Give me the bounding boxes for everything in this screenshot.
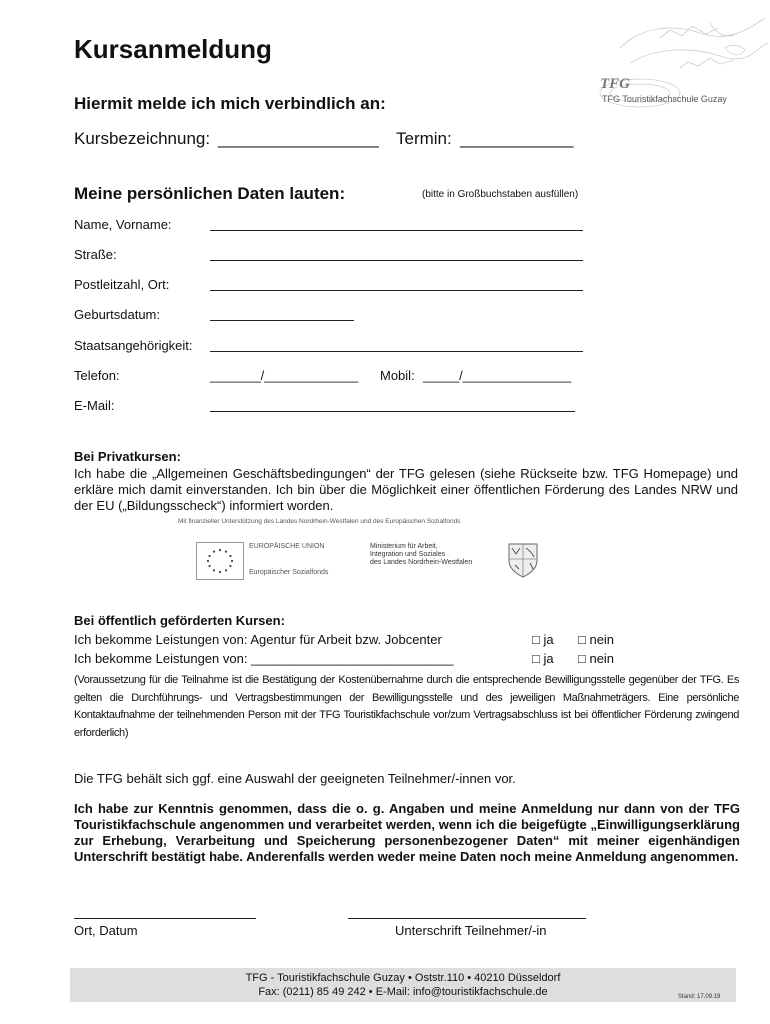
nationality-label: Staatsangehörigkeit: (74, 338, 193, 353)
row2-no-checkbox[interactable]: □ nein (578, 651, 615, 666)
email-label: E-Mail: (74, 398, 115, 413)
row2-yes-checkbox[interactable]: □ ja (532, 651, 554, 666)
private-text: Ich habe die „Allgemeinen Geschäftsbedingungen“ der TFG gelesen (siehe Rückseite bzw. TFG Homepage) und erkläre mich damit einverstanden. Ich bin über die Möglichkeit einer öffentlichen Förderung des Landes NRW und der EU („Bildungsscheck“) informiert worden. (74, 466, 738, 513)
row1-yes-checkbox[interactable]: □ ja (532, 632, 554, 647)
personal-note: (bitte in Großbuchstaben ausfüllen) (422, 189, 579, 200)
page-title: Kursanmeldung (74, 34, 272, 64)
footer-address: TFG - Touristikfachschule Guzay • Oststr.110 • 40210 Düsseldorf (245, 972, 561, 984)
birthdate-field[interactable] (210, 320, 354, 321)
eu-line1: EUROPÄISCHE UNION (249, 543, 325, 550)
street-label: Straße: (74, 247, 117, 262)
course-name-label: Kursbezeichnung: (74, 129, 211, 148)
public-row1-text: Ich bekomme Leistungen von: Agentur für Arbeit bzw. Jobcenter (74, 632, 442, 647)
nrw-coat-of-arms-icon (506, 541, 540, 584)
birthdate-label: Geburtsdatum: (74, 307, 160, 322)
zip-city-label: Postleitzahl, Ort: (74, 277, 170, 292)
course-date-field[interactable]: ____________ (460, 129, 574, 148)
street-field[interactable] (210, 260, 583, 261)
public-note: (Voraussetzung für die Teilnahme ist die Bestätigung der Kostenübernahme durch die entsprechende Bewilligungsstelle gegenüber der TFG. Es gelten die Durchführungs- und Vertragsbestimmungen der Bewilligungsstelle und des jeweiligen Maßnahmeträgers. Eine persönliche Kontaktaufnahme der teilnehmenden Person mit der TFG Touristikfachschule vor/zum Vertragsabschluss ist bei öffentlicher Förderung zwingend erforderlich) (74, 674, 739, 739)
eu-line2: Europäischer Sozialfonds (249, 569, 329, 576)
course-name-field[interactable]: _________________ (218, 129, 379, 148)
personal-heading: Meine persönlichen Daten lauten: (74, 184, 346, 203)
mobile-label: Mobil: (380, 368, 415, 383)
row1-no-checkbox[interactable]: □ nein (578, 632, 615, 647)
private-heading: Bei Privatkursen: (74, 449, 181, 464)
eu-flag (196, 542, 244, 580)
subtitle: Hiermit melde ich mich verbindlich an: (74, 94, 386, 113)
public-row2-text[interactable]: Ich bekomme Leistungen von: ____________________________ (74, 651, 454, 666)
phone-field[interactable]: _______/_____________ (210, 368, 359, 383)
logo-subtext: TFG Touristikfachschule Guzay (602, 94, 727, 104)
place-date-line[interactable] (74, 918, 256, 919)
ministry-line1: Ministerium für Arbeit, (370, 543, 438, 550)
email-field[interactable] (210, 411, 575, 412)
name-label: Name, Vorname: (74, 217, 172, 232)
eu-stars-icon (197, 543, 243, 579)
name-field[interactable] (210, 230, 583, 231)
ministry-line3: des Landes Nordrhein-Westfalen (370, 559, 473, 566)
mobile-field[interactable]: _____/_______________ (423, 368, 572, 383)
logo-text: TFG (600, 76, 630, 92)
place-date-label: Ort, Datum (74, 923, 138, 938)
course-date-label: Termin: (396, 129, 452, 148)
zip-city-field[interactable] (210, 290, 583, 291)
selection-text: Die TFG behält sich ggf. eine Auswahl der geeigneten Teilnehmer/-innen vor. (74, 771, 516, 786)
ministry-line2: Integration und Soziales (370, 551, 446, 558)
signature-label: Unterschrift Teilnehmer/-in (395, 923, 547, 938)
footer-contact: Fax: (0211) 85 49 242 • E-Mail: info@touristikfachschule.de (258, 986, 548, 998)
signature-line[interactable] (348, 918, 586, 919)
tfg-logo (560, 8, 770, 118)
stand-date: Stand: 17.09.19 (678, 994, 721, 1000)
consent-text: Ich habe zur Kenntnis genommen, dass die o. g. Angaben und meine Anmeldung nur dann von der TFG Touristikfachschule angenommen und verarbeitet werden, wenn ich die beigefügte „Einwilligungserklärung zur Erhebung, Verarbeitung und Speicherung personenbezogener Daten“ mit meiner eigenhändigen Unterschrift bestätigt habe. Anderenfalls werden weder meine Daten noch meine Anmeldung angenommen. (74, 801, 740, 864)
nationality-field[interactable] (210, 351, 583, 352)
ministry-text (370, 543, 472, 567)
footer (70, 968, 736, 1002)
funding-note: Mit finanzieller Unterstützung des Landes Nordrhein-Westfalen und des Europäischen Sozialfonds (178, 518, 461, 525)
phone-label: Telefon: (74, 368, 120, 383)
public-heading: Bei öffentlich geförderten Kursen: (74, 613, 285, 628)
